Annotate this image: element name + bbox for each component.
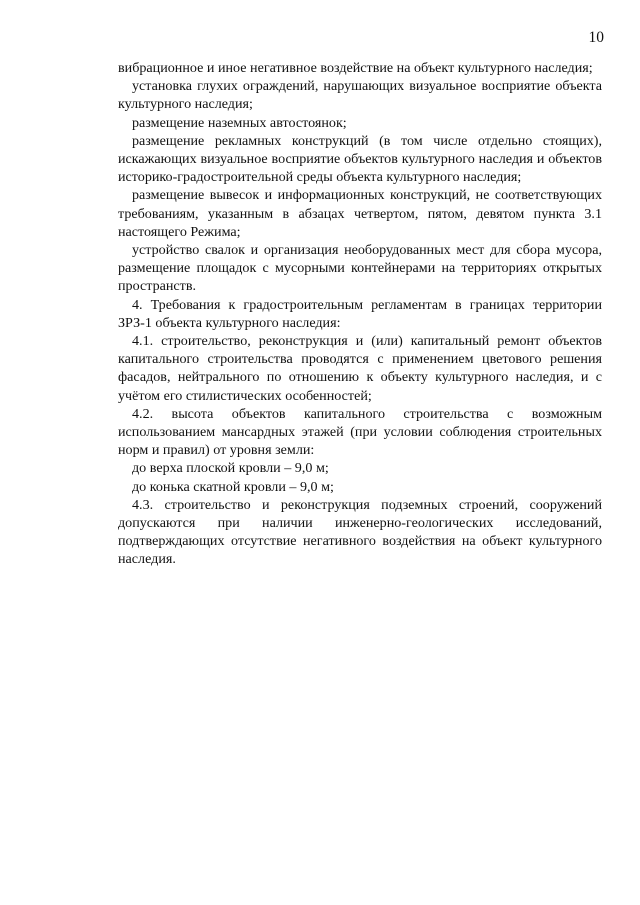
paragraph: вибрационное и иное негативное воздействие на объект культурного наследия; — [118, 60, 593, 76]
paragraph: установка глухих ограждений, нарушающих визуальное восприятие объекта культурного наследия; — [118, 78, 602, 113]
paragraph: 4.1. строительство, реконструкция и (или) капитальный ремонт объектов капитального строительства проводятся с применением цветового решения фасадов, нейтрального по отношению к объекту культурного наследия, и с учётом его стилистических особенностей; — [118, 333, 602, 404]
paragraph: размещение наземных автостоянок; — [132, 114, 347, 131]
list-item: до конька скатной кровли – 9,0 м; — [132, 478, 334, 495]
paragraph: устройство свалок и организация необорудованных мест для сбора мусора, размещение площадок с мусорными контейнерами на территориях открытых пространств. — [118, 242, 602, 295]
paragraph: 4.3. строительство и реконструкция подземных строений, сооружений допускаются при наличии инженерно-геологических исследований, подтверждающих отсутствие негативного воздействия на объект культурного наследия. — [118, 496, 602, 568]
section-heading: 4. Требования к градостроительным регламентам в границах территории ЗРЗ-1 объекта культурного наследия: — [118, 296, 602, 331]
paragraph: размещение рекламных конструкций (в том числе отдельно стоящих), искажающих визуальное восприятие объектов культурного наследия и объектов историко-градостроительной среды объекта культурного наследия; — [118, 132, 602, 186]
paragraph: размещение вывесок и информационных конструкций, не соответствующих требованиям, указанным в абзацах четвертом, пятом, девятом пункта 3.1 настоящего Режима; — [118, 187, 602, 240]
document-body — [118, 59, 602, 569]
paragraph: 4.2. высота объектов капитального строительства с возможным использованием мансардных этажей (при условии соблюдения строительных норм и правил) от уровня земли: — [118, 405, 602, 459]
page-number: 10 — [588, 29, 604, 46]
list-item: до верха плоской кровли – 9,0 м; — [132, 460, 329, 477]
